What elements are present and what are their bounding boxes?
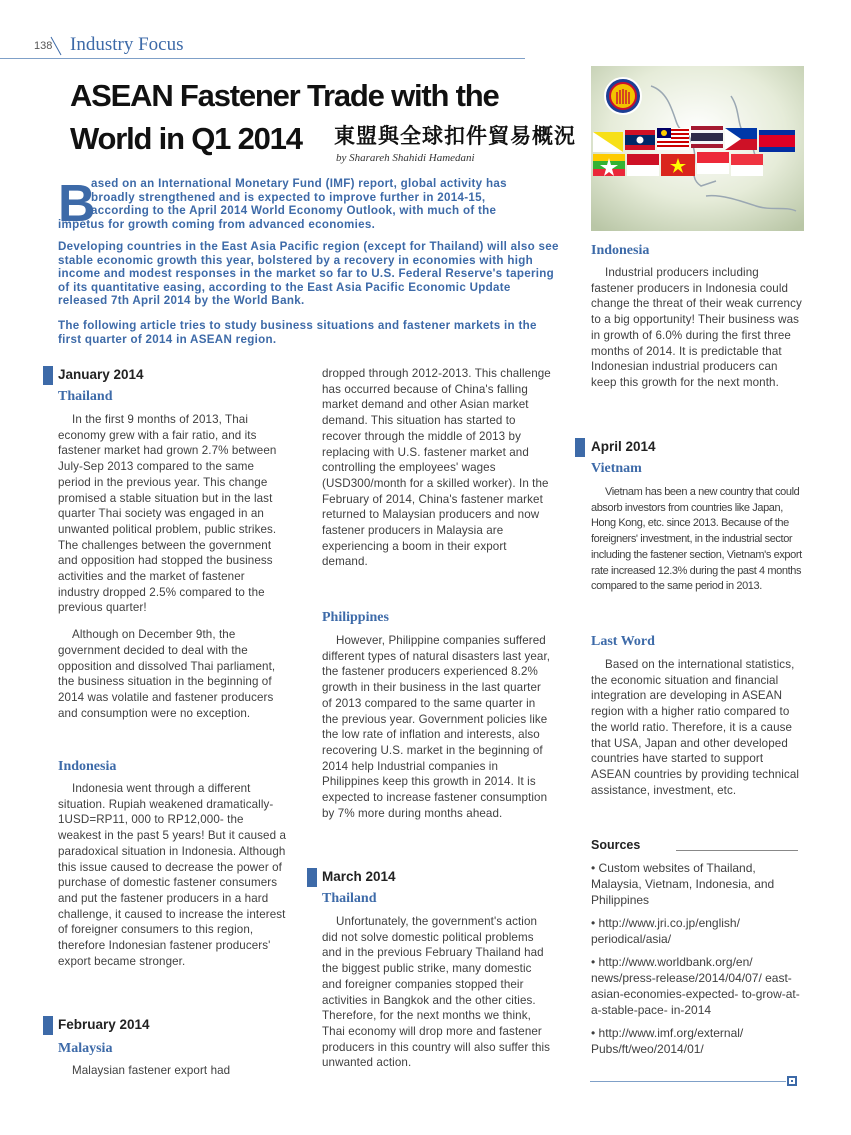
end-rule <box>590 1081 786 1082</box>
asean-illustration <box>591 66 804 231</box>
column-1-body-3 <box>58 1063 288 1079</box>
column-3-body-2 <box>591 485 803 595</box>
subheading-thailand: Thailand <box>58 389 113 404</box>
subheading-thailand-march: Thailand <box>322 891 377 906</box>
paragraph: Malaysian fastener export had <box>72 1064 231 1077</box>
intro-line-last: impetus for growth coming from advanced economies. <box>58 218 376 231</box>
intro-paragraph-2: Developing countries in the East Asia Pacific region (except for Thailand) will also see stable economic growth this year, bolstered by a recovery in economies with high income and modest responses in the market so far to U.S. Federal Reserve's tapering of its quantitative easing, according to the East Asia Pacific Economic Update released 7th April 2014 by the World Bank. <box>58 240 559 308</box>
column-2-body <box>322 366 554 570</box>
paragraph: In the first 9 months of 2013, Thai economy grew with a fair ratio, and its fastener market had grown 2.7% between July-Sep 2013 compared to the same period in the previous year. This change promised a stable situation but in the last quarter Thai society was engaged in an unwanted political problem, public strikes. The challenges between the government and opposition had stopped the business activities and the market of fastener industry dropped 2.5% compared to the previous quarter! <box>58 413 277 615</box>
byline: by Sharareh Shahidi Hamedani <box>336 152 475 164</box>
subheading-indonesia-col3: Indonesia <box>591 243 650 258</box>
paragraph: dropped through 2012-2013. This challenge has occurred because of China's falling market demand and other Asian market demand. This situation has started to recover through the middle of 2013 by replacing with U.S. fastener market and controlling the employees' wages (USD300/month for a skilled worker). In the February of 2014, China's fastener market returned to Malaysian producers and now fastener producers in Malaysia are experiencing a boom in their export demand. <box>322 367 551 569</box>
end-mark-icon <box>787 1076 797 1086</box>
subheading-indonesia: Indonesia <box>58 759 117 774</box>
paragraph: Unfortunately, the government's action did not solve domestic political problems and in the previous February Thailand had the biggest public strike, many domestic and foreigner companies stopped their activities in Bangkok and the other cities. Therefore, for the next months we think, Thai economy will drop more and fastener producers in this country will also suffer this unwanted action. <box>322 915 551 1070</box>
intro-paragraph-3: The following article tries to study business situations and fastener markets in the first quarter of 2014 in ASEAN region. <box>58 319 537 346</box>
sources-heading: Sources <box>591 838 641 852</box>
page-number: 138 <box>34 40 53 52</box>
intro-line: ased on an International Monetary Fund (IMF) report, global activity has <box>91 177 507 190</box>
column-3-body <box>591 265 803 391</box>
heading-bar <box>43 366 53 385</box>
intro-paragraph-1 <box>91 177 561 218</box>
heading-bar <box>43 1016 53 1035</box>
paragraph: Although on December 9th, the government decided to deal with the opposition and dissolved Thai parliament, the business situation in the beginning of 2014 was volatile and fastener producers and consumption were no exception. <box>58 628 276 720</box>
column-1-body-2 <box>58 781 288 969</box>
drop-cap: B <box>58 175 96 233</box>
paragraph: Vietnam has been a new country that could absorb investors from countries like Japan, Hong Kong, etc. since 2013. Because of the foreigners' investment, in the industrial sector including the fastener section, Vietnam's export rate increased 12.3% during the past 4 months compared to the same period in 2013. <box>591 486 802 593</box>
intro-line: according to the April 2014 World Economy Outlook, with much of the <box>91 204 497 218</box>
subheading-philippines: Philippines <box>322 610 389 625</box>
chinese-title: 東盟與全球扣件貿易概況 <box>334 123 576 148</box>
column-2-body-2 <box>322 633 554 821</box>
source-link[interactable]: • http://www.jri.co.jp/english/ periodical/asia/ <box>591 916 740 946</box>
heading-march: March 2014 <box>322 869 396 884</box>
paragraph: Indonesia went through a different situation. Rupiah weakened dramatically- 1USD=RP11, 000 to RP12,000- the weakest in the past 5 years! But it caused a paradoxical situation in Indonesia. Although this issue caused to decrease the power of purchase of domestic fastener consumers and put the fastener producers in a hard challenge, it caused to increase the interest of foreigner consumers to this region, therefore Indonesian fastener producers' export became stronger. <box>58 782 287 968</box>
heading-bar <box>307 868 317 887</box>
title-line-1: ASEAN Fastener Trade with the <box>70 78 499 113</box>
column-3-body-3 <box>591 657 803 798</box>
subheading-vietnam: Vietnam <box>591 461 642 476</box>
column-2-body-3 <box>322 914 554 1071</box>
paragraph: However, Philippine companies suffered different types of natural disasters last year, the fastener producers experienced 8.2% growth in their business in the last quarter of 2013 compared to the same quarter in the previous year. Government policies like the low rate of inflation and interests, also recovering U.S. market in the beginning of 2014 help Industrial companies in Philippines keep this growth in 2014. It is expected to increase fastener consumption by 7% more during months ahead. <box>322 634 551 820</box>
title-line-2: World in Q1 2014 <box>70 121 302 156</box>
paragraph: Industrial producers including fastener producers in Indonesia could change the threat of their weak currency to a big opportunity! Their business was in growth of 6.0% during the first three months of 2014. It is predictable that Indonesian industrial producers can keep this growth for the next month. <box>591 266 802 389</box>
source-link[interactable]: • http://www.imf.org/external/ Pubs/ft/weo/2014/01/ <box>591 1026 744 1056</box>
header-slash-icon <box>49 35 63 57</box>
source-link[interactable]: • http://www.worldbank.org/en/ news/press-release/2014/04/07/ east-asian-economies-expected- to-grow-at-a-stable-pace- in-2014 <box>591 955 800 1017</box>
asean-map-flags-icon <box>591 66 804 231</box>
subheading-last-word: Last Word <box>591 634 655 649</box>
section-title: Industry Focus <box>70 34 184 55</box>
heading-april: April 2014 <box>591 439 656 454</box>
column-1-body <box>58 412 288 721</box>
paragraph: Based on the international statistics, the economic situation and financial integration are developing in ASEAN region with a higher ratio compared to the world ratio. Therefore, it is a cause that USA, Japan and other developed countries have started to support ASEAN countries by providing technical assistance, investment, etc. <box>591 658 800 797</box>
header-rule <box>0 58 525 59</box>
heading-bar <box>575 438 585 457</box>
intro-line: broadly strengthened and is expected to improve further in 2014-15, <box>91 190 486 204</box>
heading-february: February 2014 <box>58 1017 150 1032</box>
sources-list <box>591 860 803 1057</box>
heading-january: January 2014 <box>58 367 144 382</box>
subheading-malaysia: Malaysia <box>58 1041 113 1056</box>
sources-rule <box>676 850 798 851</box>
source-item: • Custom websites of Thailand, Malaysia, Vietnam, Indonesia, and Philippines <box>591 861 775 907</box>
